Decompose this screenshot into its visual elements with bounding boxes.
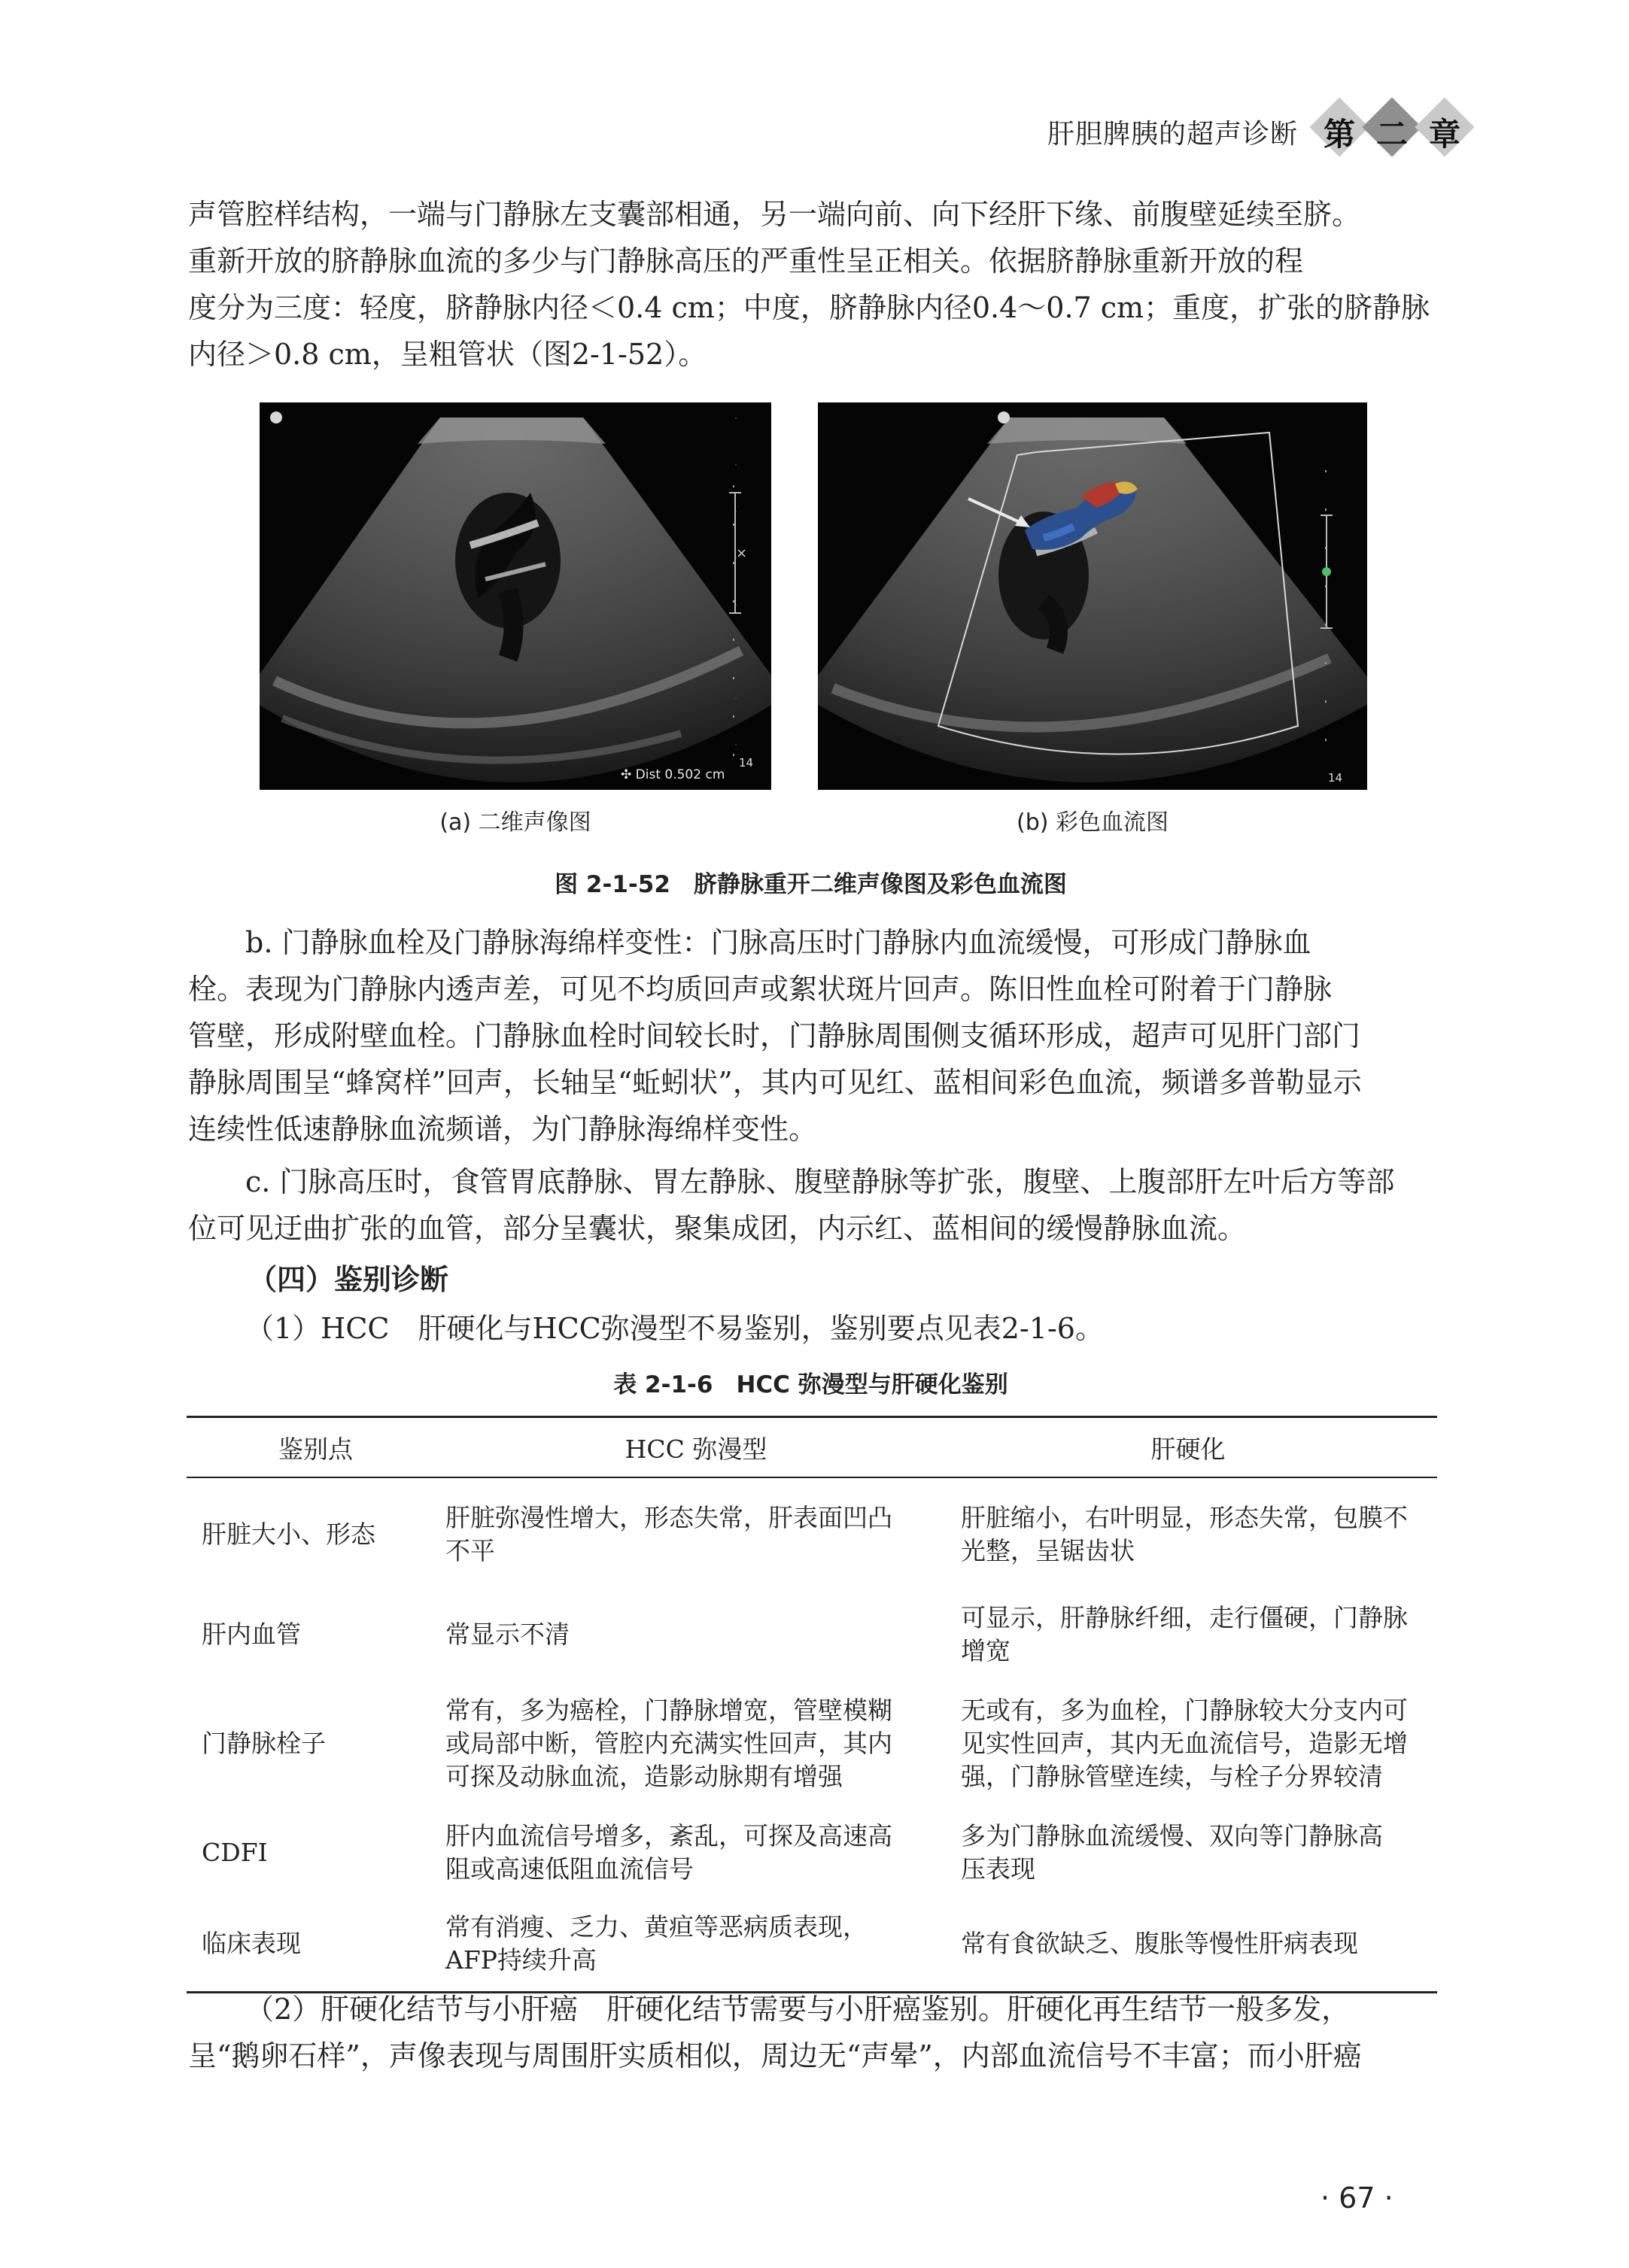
header-point: 鉴别点 [187, 1417, 445, 1478]
text-line: 静脉周围呈“蜂窝样”回声，长轴呈“蚯蚓状”，其内可见红、蓝相间彩色血流，频谱多普勒显示 [188, 1066, 1362, 1099]
page-number: · 67 · [1321, 2181, 1393, 2215]
text-line: 连续性低速静脉血流频谱，为门静脉海绵样变性。 [188, 1113, 818, 1146]
cell-cirrhosis: 可显示，肝静脉纤细，走行僵硬，门静脉 增宽 [961, 1603, 1408, 1665]
cell-point: 临床表现 [187, 1897, 445, 1992]
distance-readout-value: Dist 0.502 cm [635, 767, 725, 782]
caption-panel-b: (b) 彩色血流图 [1017, 809, 1169, 836]
running-header-title: 肝胆脾胰的超声诊断 [1047, 119, 1298, 150]
table-row [187, 1477, 1437, 1590]
table-row [187, 1679, 1437, 1808]
depth-label: 14 [739, 756, 754, 770]
cell-hcc: 肝内血流信号增多，紊乱，可探及高速高 阻或高速低阻血流信号 [445, 1821, 892, 1884]
text-line: 栓。表现为门静脉内透声差，可见不均质回声或絮状斑片回声。陈旧性血栓可附着于门静脉 [188, 973, 1333, 1006]
paragraph-hcc-intro [188, 1305, 1433, 1352]
text-line: （2）肝硬化结节与小肝癌 肝硬化结节需要与小肝癌鉴别。肝硬化再生结节一般多发， [245, 1993, 1351, 2026]
cell-cirrhosis: 肝脏缩小，右叶明显，形态失常，包膜不 光整，呈锯齿状 [961, 1502, 1408, 1565]
chapter-char-1: 第 [1323, 116, 1355, 153]
cell-cirrhosis: 无或有，多为血栓，门静脉较大分支内可 见实性回声，其内无血流信号，造影无增 强，门静脉管壁连续，与栓子分界较清 [961, 1696, 1408, 1791]
svg-text:×: × [736, 545, 748, 561]
text-line: 呈“鹅卵石样”，声像表现与周围肝实质相似，周边无“声晕”，内部血流信号不丰富；而小肝癌 [188, 2039, 1362, 2072]
cell-point: CDFI [202, 1838, 268, 1867]
distance-readout: ✣ Dist 0.502 cm [621, 767, 725, 782]
ultrasound-doppler-graphic [818, 402, 1367, 790]
header-hcc: HCC 弥漫型 [445, 1417, 961, 1478]
cell-hcc: 常显示不清 [445, 1620, 570, 1649]
cell-point: 门静脉栓子 [202, 1729, 326, 1758]
comparison-table [187, 1416, 1437, 1993]
text-line: 重新开放的脐静脉血流的多少与门静脉高压的严重性呈正相关。依据脐静脉重新开放的程 [188, 244, 1304, 278]
table-row [187, 1590, 1437, 1679]
paragraph-collateral-veins [188, 1158, 1433, 1252]
cell-point: 肝内血管 [202, 1620, 301, 1649]
cell-hcc: 常有消瘦、乏力、黄疸等恶病质表现， AFP持续升高 [445, 1897, 961, 1992]
cell-cirrhosis: 常有食欲缺乏、腹胀等慢性肝病表现 [961, 1897, 1437, 1992]
paragraph-umbilical-vein [188, 191, 1433, 378]
table-header-row [187, 1417, 1437, 1478]
cell-cirrhosis: 多为门静脉血流缓慢、双向等门静脉高 压表现 [961, 1821, 1383, 1884]
section-heading: （四）鉴别诊断 [248, 1263, 449, 1296]
cell-hcc: 常有，多为癌栓，门静脉增宽，管壁模糊 或局部中断，管腔内充满实性回声，其内 可探及动脉血流，造影动脉期有增强 [445, 1696, 892, 1791]
table-row [187, 1897, 1437, 1992]
table-row [187, 1808, 1437, 1897]
text-line: （1）HCC 肝硬化与HCC弥漫型不易鉴别，鉴别要点见表2-1-6。 [245, 1312, 1104, 1345]
depth-label: 14 [1328, 771, 1343, 785]
ultrasound-2d-graphic [260, 402, 771, 790]
text-line: 管壁，形成附壁血栓。门静脉血栓时间较长时，门静脉周围侧支循环形成，超声可见肝门部门 [188, 1019, 1361, 1052]
paragraph-cirrhotic-nodule [188, 1986, 1433, 2079]
paragraph-portal-vein-thrombosis [188, 919, 1433, 1152]
chapter-char-2: 二 [1375, 116, 1408, 153]
text-line: b. 门静脉血栓及门静脉海绵样变性：门脉高压时门静脉内血流缓慢，可形成门静脉血 [245, 926, 1311, 959]
text-line: c. 门脉高压时，食管胃底静脉、胃左静脉、腹壁静脉等扩张，腹壁、上腹部肝左叶后方等部 [245, 1165, 1395, 1198]
chapter-char-3: 章 [1428, 116, 1460, 153]
caption-panel-a: (a) 二维声像图 [439, 809, 591, 836]
cell-hcc: 肝脏弥漫性增大，形态失常，肝表面凹凸 不平 [445, 1502, 892, 1565]
header-cirrhosis: 肝硬化 [961, 1417, 1437, 1478]
text-line: 内径＞0.8 cm，呈粗管状（图2-1-52）。 [188, 338, 707, 371]
text-line: 位可见迂曲扩张的血管，部分呈囊状，聚集成团，内示红、蓝相间的缓慢静脉血流。 [188, 1212, 1247, 1245]
figure-title: 图 2-1-52 脐静脉重开二维声像图及彩色血流图 [555, 871, 1067, 898]
ultrasound-image-color-doppler [818, 402, 1367, 790]
text-line: 度分为三度：轻度，脐静脉内径＜0.4 cm；中度，脐静脉内径0.4～0.7 cm；重度，扩张的脐静脉 [188, 291, 1430, 324]
table-title: 表 2-1-6 HCC 弥漫型与肝硬化鉴别 [613, 1371, 1008, 1398]
cell-point: 肝脏大小、形态 [202, 1519, 375, 1549]
text-line: 声管腔样结构，一端与门静脉左支囊部相通，另一端向前、向下经肝下缘、前腹壁延续至脐。 [188, 198, 1361, 231]
ultrasound-image-2d [260, 402, 771, 790]
